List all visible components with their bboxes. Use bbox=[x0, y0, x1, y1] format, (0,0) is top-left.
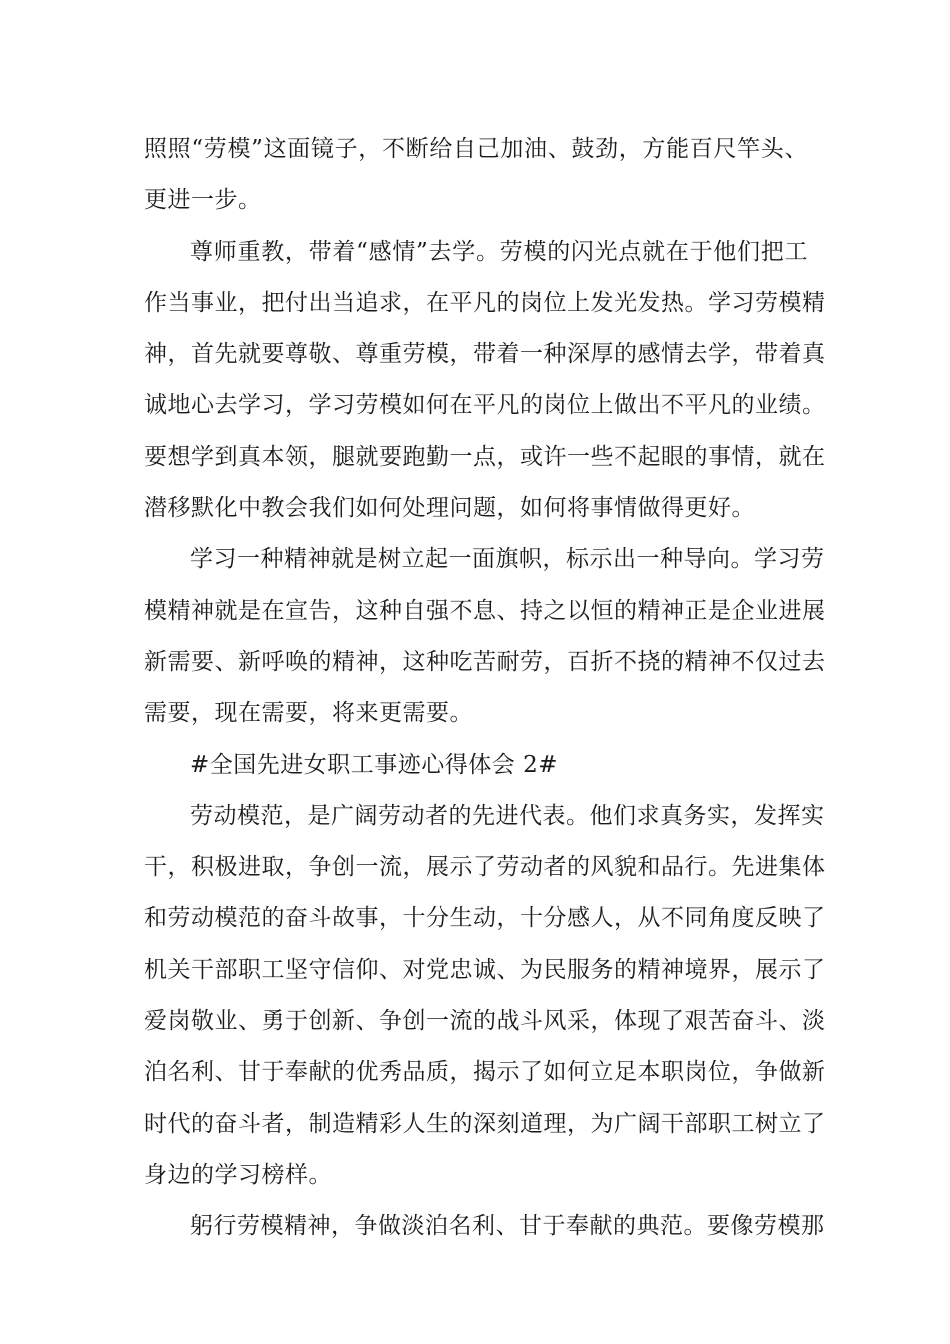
text-line: 尊师重教，带着“感情”去学。劳模的闪光点就在于他们把工 bbox=[190, 238, 808, 265]
text-line: 和劳动模范的奋斗故事，十分生动，十分感人，从不同角度反映了 bbox=[144, 905, 826, 932]
paragraph bbox=[144, 1201, 825, 1252]
text-line: 新需要、新呼唤的精神，这种吃苦耐劳，百折不挠的精神不仅过去 bbox=[144, 648, 826, 675]
text-line: 模精神就是在宣告，这种自强不息、持之以恒的精神正是企业进展 bbox=[144, 597, 826, 624]
text-line: 躬行劳模精神，争做淡泊名利、甘于奉献的典范。要像劳模那 bbox=[190, 1213, 825, 1240]
text-line: 干，积极进取，争创一流，展示了劳动者的风貌和品行。先进集体 bbox=[144, 854, 826, 881]
text-line: 更进一步。 bbox=[144, 187, 262, 214]
text-line: 爱岗敬业、勇于创新、争创一流的战斗风采，体现了艰苦奋斗、淡 bbox=[144, 1008, 826, 1035]
text-line: 神，首先就要尊敬、尊重劳模，带着一种深厚的感情去学，带着真 bbox=[144, 341, 826, 368]
text-line: 机关干部职工坚守信仰、对党忠诚、为民服务的精神境界，展示了 bbox=[144, 956, 826, 983]
paragraph bbox=[144, 227, 826, 535]
text-line: 潜移默化中教会我们如何处理问题，如何将事情做得更好。 bbox=[144, 495, 755, 522]
text-line: 泊名利、甘于奉献的优秀品质，揭示了如何立足本职岗位，争做新 bbox=[144, 1059, 826, 1086]
section-heading bbox=[144, 740, 808, 791]
paragraph bbox=[144, 124, 808, 227]
text-line: 要想学到真本领，腿就要跑勤一点，或许一些不起眼的事情，就在 bbox=[144, 443, 826, 470]
text-line: 诚地心去学习，学习劳模如何在平凡的岗位上做出不平凡的业绩。 bbox=[144, 392, 826, 419]
paragraph bbox=[144, 791, 826, 1201]
text-line: 身边的学习榜样。 bbox=[144, 1161, 332, 1188]
text-line: 需要，现在需要，将来更需要。 bbox=[144, 700, 473, 727]
document-body bbox=[144, 124, 826, 1253]
text-line: 时代的奋斗者，制造精彩人生的深刻道理，为广阔干部职工树立了 bbox=[144, 1110, 826, 1137]
heading-text: #全国先进女职工事迹心得体会 2# bbox=[190, 751, 558, 778]
text-line: 劳动模范，是广阔劳动者的先进代表。他们求真务实，发挥实 bbox=[190, 802, 825, 829]
text-line: 作当事业，把付出当追求，在平凡的岗位上发光发热。学习劳模精 bbox=[144, 289, 826, 316]
paragraph bbox=[144, 534, 826, 739]
text-line: 照照“劳模”这面镜子，不断给自己加油、鼓劲，方能百尺竿头、 bbox=[144, 136, 808, 162]
text-line: 学习一种精神就是树立起一面旗帜，标示出一种导向。学习劳 bbox=[190, 546, 825, 573]
